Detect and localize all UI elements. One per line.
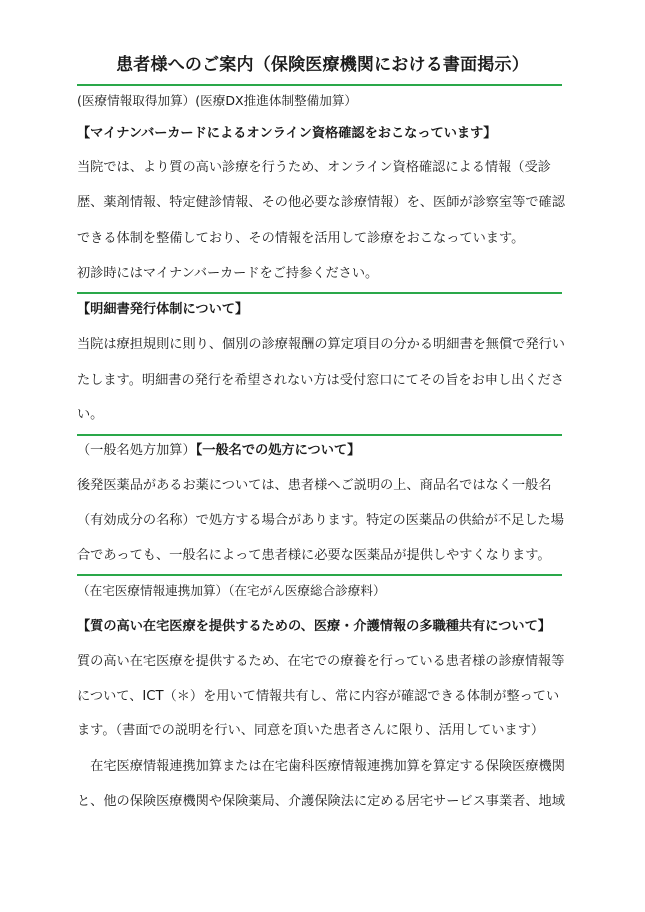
section3-line-2: （有効成分の名称）で処方する場合があります。特定の医薬品の供給が不足した場 bbox=[77, 513, 564, 528]
section4-tag: （在宅医療情報連携加算）（在宅がん医療総合診療料） bbox=[77, 583, 386, 598]
divider bbox=[77, 574, 562, 576]
section4-line-1: 質の高い在宅医療を提供するため、在宅での療養を行っている患者様の診療情報等 bbox=[77, 654, 565, 669]
section3-line-1: 後発医薬品があるお薬については、患者様へご説明の上、商品名ではなく一般名 bbox=[77, 478, 552, 493]
section1-heading: 【マイナンバーカードによるオンライン資格確認をおこなっています】 bbox=[77, 126, 497, 141]
section4-line-5: と、他の保険医療機関や保険薬局、介護保険法に定める居宅サービス事業者、地域 bbox=[77, 794, 565, 809]
section3-line-3: 合であっても、一般名によって患者様に必要な医薬品が提供しやすくなります。 bbox=[77, 548, 551, 563]
page-title: 患者様へのご案内（保険医療機関における書面掲示） bbox=[116, 55, 529, 75]
section1-line-2: 歴、薬剤情報、特定健診情報、その他必要な診療情報）を、医師が診察室等で確認 bbox=[77, 195, 565, 210]
section4-line-2: について、ICT（＊）を用いて情報共有し、常に内容が確認できる体制が整ってい bbox=[77, 689, 560, 704]
divider bbox=[77, 84, 562, 86]
section4-line-3: ます。（書面での説明を行い、同意を頂いた患者さんに限り、活用しています） bbox=[77, 723, 545, 738]
section4-line-4: 在宅医療情報連携加算または在宅歯科医療情報連携加算を算定する保険医療機関 bbox=[77, 759, 565, 774]
section2-line-3: い。 bbox=[77, 407, 104, 422]
section1-line-3: できる体制を整備しており、その情報を活用して診療をおこなっています。 bbox=[77, 231, 525, 246]
section2-heading: 【明細書発行体制について】 bbox=[77, 302, 249, 317]
divider bbox=[77, 292, 562, 294]
section3-heading: 【一般名での処方について】 bbox=[195, 443, 361, 458]
section4-heading: 【質の高い在宅医療を提供するための、医療・介護情報の多職種共有について】 bbox=[77, 619, 551, 634]
section3-tag-heading bbox=[77, 442, 360, 460]
section2-line-1: 当院は療担規則に則り、個別の診療報酬の算定項目の分かる明細書を無償で発行い bbox=[77, 337, 565, 352]
divider bbox=[77, 434, 562, 436]
section2-line-2: たします。明細書の発行を希望されない方は受付窓口にてその旨をお申し出くださ bbox=[77, 373, 564, 388]
section1-line-1: 当院では、より質の高い診療を行うため、オンライン資格確認による情報（受診 bbox=[77, 160, 551, 175]
section1-line-4: 初診時にはマイナンバーカードをご持参ください。 bbox=[77, 266, 379, 281]
section1-tag: (医療情報取得加算）(医療DX推進体制整備加算） bbox=[77, 93, 358, 108]
section3-tag: （一般名処方加算） bbox=[77, 443, 196, 458]
